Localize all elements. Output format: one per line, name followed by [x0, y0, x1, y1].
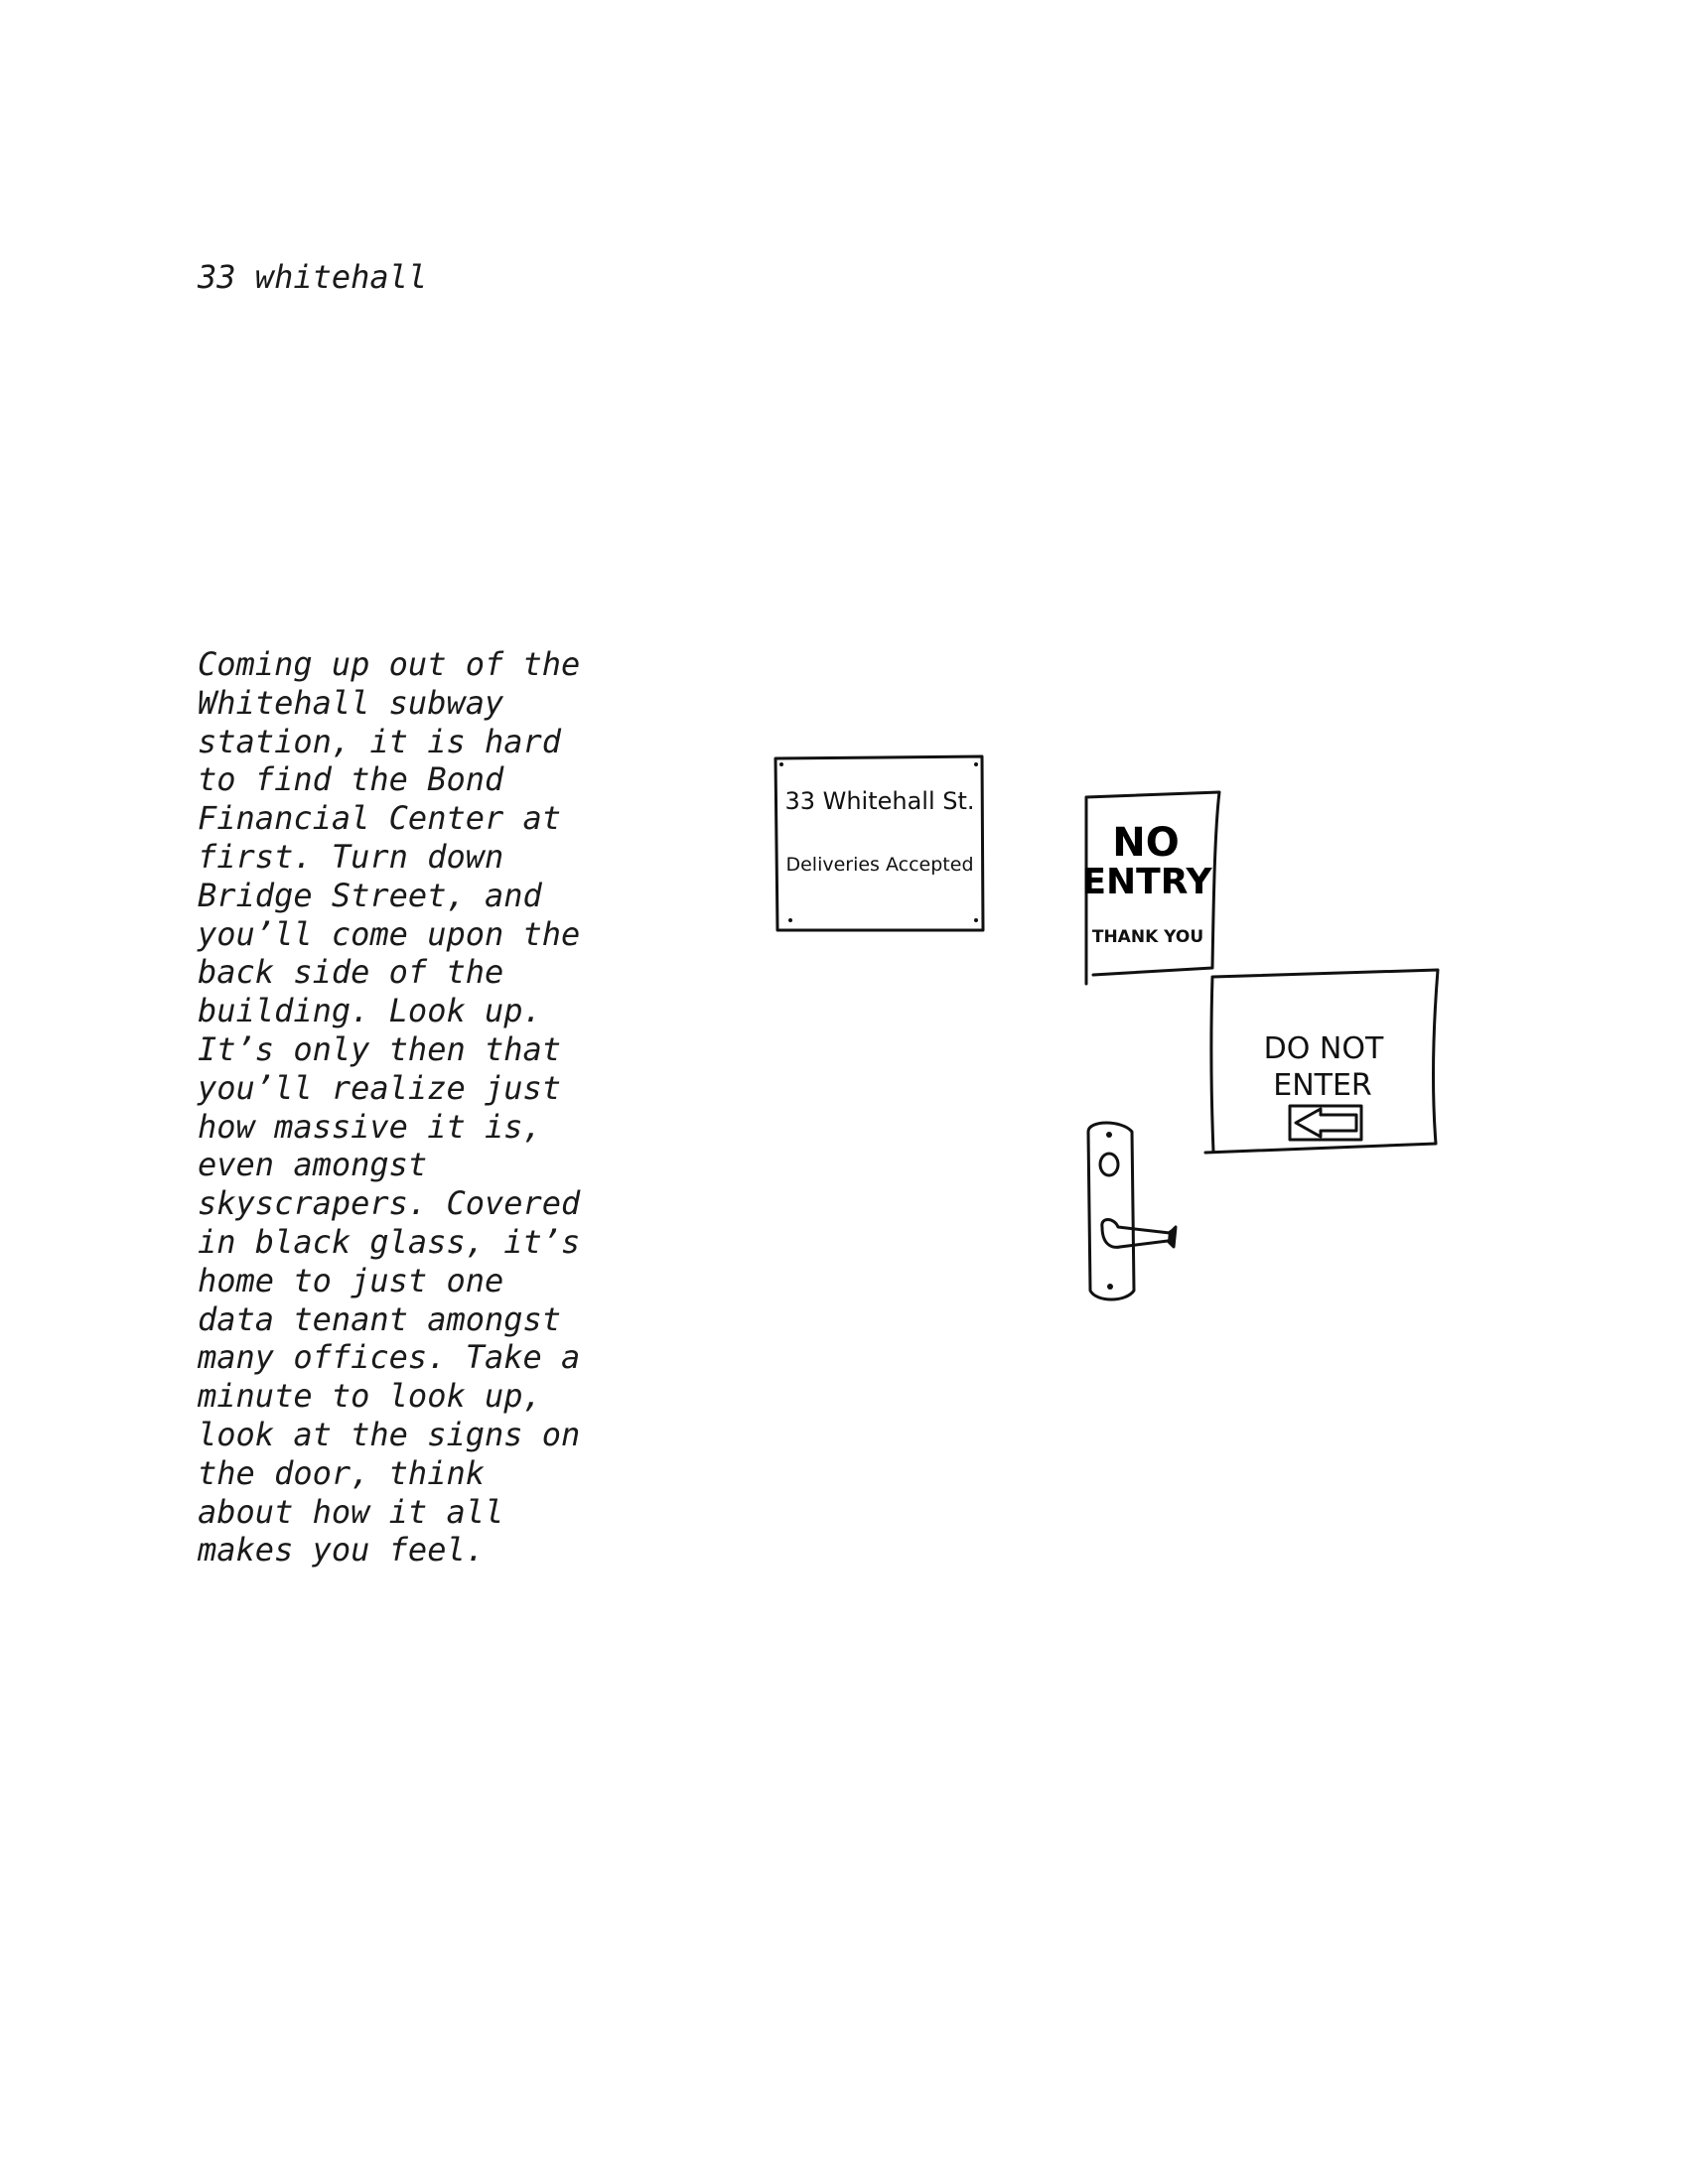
- body-line: station, it is hard: [198, 722, 562, 760]
- page-title: 33 whitehall: [198, 258, 428, 296]
- body-line: you’ll come upon the: [198, 914, 581, 953]
- address-sign: [775, 756, 983, 930]
- screw-icon: [788, 918, 792, 922]
- body-line: minute to look up,: [198, 1377, 542, 1416]
- door-signs-illustration: [755, 735, 1489, 1330]
- body-line: Bridge Street, and: [198, 876, 542, 914]
- body-line: home to just one: [198, 1261, 504, 1299]
- do-not-enter-sign-line2: ENTER: [1273, 1068, 1372, 1103]
- body-line: in black glass, it’s: [198, 1222, 581, 1261]
- no-entry-sign-line3: THANK YOU: [1091, 927, 1204, 947]
- no-entry-sign: [1081, 792, 1219, 984]
- no-entry-sign-line2: ENTRY: [1081, 862, 1212, 902]
- body-line: Coming up out of the: [198, 645, 581, 683]
- do-not-enter-sign-line1: DO NOT: [1263, 1031, 1384, 1066]
- screw-icon: [974, 762, 978, 766]
- body-line: makes you feel.: [198, 1531, 485, 1570]
- left-arrow-icon: [1290, 1106, 1361, 1140]
- body-line: the door, think: [198, 1453, 485, 1492]
- no-entry-sign-line1: NO: [1112, 820, 1180, 866]
- address-sign-line2: Deliveries Accepted: [785, 854, 974, 876]
- body-line: about how it all: [198, 1492, 504, 1531]
- body-line: back side of the: [198, 953, 504, 992]
- screw-icon: [779, 762, 783, 766]
- body-line: Whitehall subway: [198, 683, 504, 722]
- body-line: to find the Bond: [198, 760, 504, 799]
- body-line: many offices. Take a: [198, 1338, 581, 1377]
- do-not-enter-sign: [1205, 970, 1438, 1153]
- body-line: look at the signs on: [198, 1415, 581, 1453]
- body-line: building. Look up.: [198, 992, 542, 1030]
- body-line: how massive it is,: [198, 1107, 542, 1146]
- body-line: data tenant amongst: [198, 1299, 562, 1338]
- body-line: even amongst: [198, 1146, 428, 1184]
- body-line: It’s only then that: [198, 1029, 562, 1068]
- body-paragraph: [198, 645, 595, 1570]
- screw-icon: [974, 918, 978, 922]
- body-line: Financial Center at: [198, 799, 562, 838]
- body-line: you’ll realize just: [198, 1068, 562, 1107]
- body-line: skyscrapers. Covered: [198, 1184, 581, 1223]
- address-sign-line1: 33 Whitehall St.: [784, 787, 975, 815]
- door-handle-icon: [1088, 1123, 1176, 1299]
- body-line: first. Turn down: [198, 837, 504, 876]
